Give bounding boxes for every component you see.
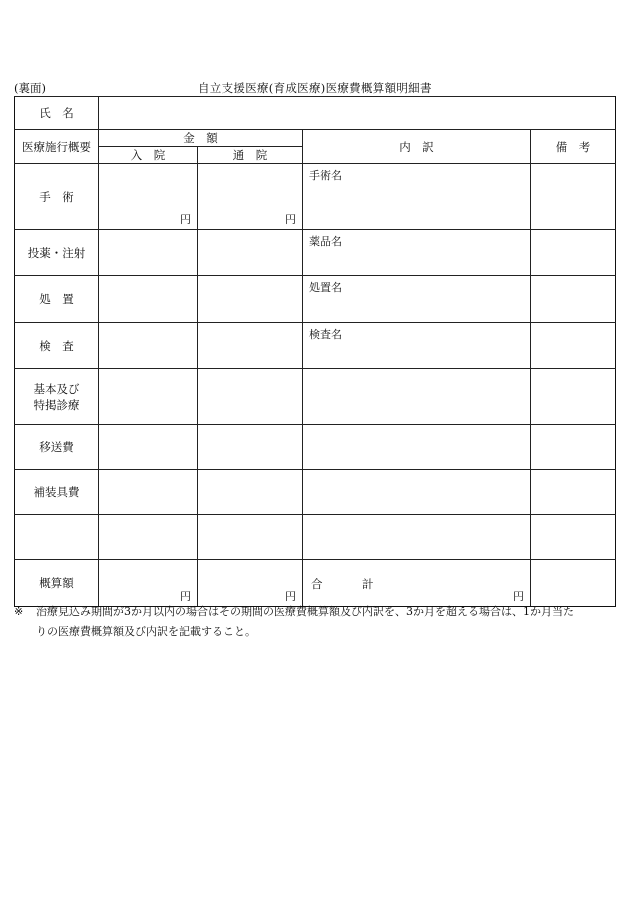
medication-row xyxy=(15,230,616,276)
amount-header: 金 額 xyxy=(99,130,303,147)
treatment-remarks-cell[interactable] xyxy=(531,276,616,323)
treatment-detail-cell[interactable] xyxy=(303,276,531,323)
basic-special-label xyxy=(15,369,99,425)
estimate-form-table xyxy=(14,96,616,607)
surgery-name-label: 手術名 xyxy=(309,169,342,182)
header-row-1 xyxy=(15,130,616,147)
transport-row xyxy=(15,425,616,470)
treatment-row xyxy=(15,276,616,323)
outpatient-header: 通 院 xyxy=(198,147,303,164)
yen-unit: 円 xyxy=(513,590,524,603)
blank-outpatient-cell[interactable] xyxy=(198,515,303,560)
examination-outpatient-cell[interactable] xyxy=(198,323,303,369)
footnote xyxy=(14,602,616,642)
surgery-outpatient-cell[interactable] xyxy=(198,164,303,230)
surgery-inpatient-cell[interactable] xyxy=(99,164,198,230)
orthotics-detail-cell[interactable] xyxy=(303,470,531,515)
total-label: 合 計 xyxy=(311,577,388,591)
treatment-inpatient-cell[interactable] xyxy=(99,276,198,323)
orthotics-label: 補装具費 xyxy=(15,470,99,515)
blank-detail-cell[interactable] xyxy=(303,515,531,560)
name-row xyxy=(15,97,616,130)
yen-unit: 円 xyxy=(285,590,296,603)
yen-unit: 円 xyxy=(285,213,296,226)
medication-label: 投薬・注射 xyxy=(15,230,99,276)
orthotics-inpatient-cell[interactable] xyxy=(99,470,198,515)
surgery-remarks-cell[interactable] xyxy=(531,164,616,230)
note-mark: ※ xyxy=(14,605,24,618)
basic-special-row xyxy=(15,369,616,425)
basic-special-remarks-cell[interactable] xyxy=(531,369,616,425)
medication-inpatient-cell[interactable] xyxy=(99,230,198,276)
exam-name-label: 検査名 xyxy=(309,328,342,341)
orthotics-remarks-cell[interactable] xyxy=(531,470,616,515)
examination-detail-cell[interactable] xyxy=(303,323,531,369)
page-label: (裏面) xyxy=(14,81,46,95)
yen-unit: 円 xyxy=(180,213,191,226)
blank-label-cell[interactable] xyxy=(15,515,99,560)
examination-row xyxy=(15,323,616,369)
transport-label: 移送費 xyxy=(15,425,99,470)
yen-unit: 円 xyxy=(180,590,191,603)
estimate-inpatient-cell[interactable] xyxy=(99,560,198,607)
total-cell[interactable] xyxy=(303,560,531,607)
footnote-line-1 xyxy=(14,602,616,622)
orthotics-row xyxy=(15,470,616,515)
examination-remarks-cell[interactable] xyxy=(531,323,616,369)
blank-row xyxy=(15,515,616,560)
overview-label: 医療施行概要 xyxy=(15,130,99,164)
treatment-label: 処 置 xyxy=(15,276,99,323)
transport-outpatient-cell[interactable] xyxy=(198,425,303,470)
examination-label: 検 査 xyxy=(15,323,99,369)
medication-detail-cell[interactable] xyxy=(303,230,531,276)
footnote-text-2: りの医療費概算額及び内訳を記載すること。 xyxy=(36,625,256,638)
basic-special-label-line1: 基本及び xyxy=(33,381,80,396)
surgery-label: 手 術 xyxy=(15,164,99,230)
transport-detail-cell[interactable] xyxy=(303,425,531,470)
medication-remarks-cell[interactable] xyxy=(531,230,616,276)
examination-inpatient-cell[interactable] xyxy=(99,323,198,369)
basic-special-detail-cell[interactable] xyxy=(303,369,531,425)
blank-inpatient-cell[interactable] xyxy=(99,515,198,560)
breakdown-header: 内 訳 xyxy=(303,130,531,164)
surgery-row xyxy=(15,164,616,230)
drug-name-label: 薬品名 xyxy=(309,235,342,248)
estimate-row xyxy=(15,560,616,607)
name-field[interactable] xyxy=(99,97,616,130)
blank-remarks-cell[interactable] xyxy=(531,515,616,560)
treatment-name-label: 処置名 xyxy=(309,281,342,294)
medication-outpatient-cell[interactable] xyxy=(198,230,303,276)
estimate-label: 概算額 xyxy=(15,560,99,607)
basic-special-outpatient-cell[interactable] xyxy=(198,369,303,425)
estimate-outpatient-cell[interactable] xyxy=(198,560,303,607)
transport-inpatient-cell[interactable] xyxy=(99,425,198,470)
basic-special-inpatient-cell[interactable] xyxy=(99,369,198,425)
inpatient-header: 入 院 xyxy=(99,147,198,164)
name-label: 氏 名 xyxy=(15,97,99,130)
remarks-header: 備 考 xyxy=(531,130,616,164)
footnote-text-1: 治療見込み期間が3か月以内の場合はその期間の医療費概算額及び内訳を、3か月を超える場合は、1か月当た xyxy=(36,605,574,618)
estimate-remarks-cell[interactable] xyxy=(531,560,616,607)
surgery-detail-cell[interactable] xyxy=(303,164,531,230)
treatment-outpatient-cell[interactable] xyxy=(198,276,303,323)
document-title: 自立支援医療(育成医療)医療費概算額明細書 xyxy=(198,81,432,95)
transport-remarks-cell[interactable] xyxy=(531,425,616,470)
basic-special-label-line2: 特掲診療 xyxy=(33,397,80,412)
orthotics-outpatient-cell[interactable] xyxy=(198,470,303,515)
